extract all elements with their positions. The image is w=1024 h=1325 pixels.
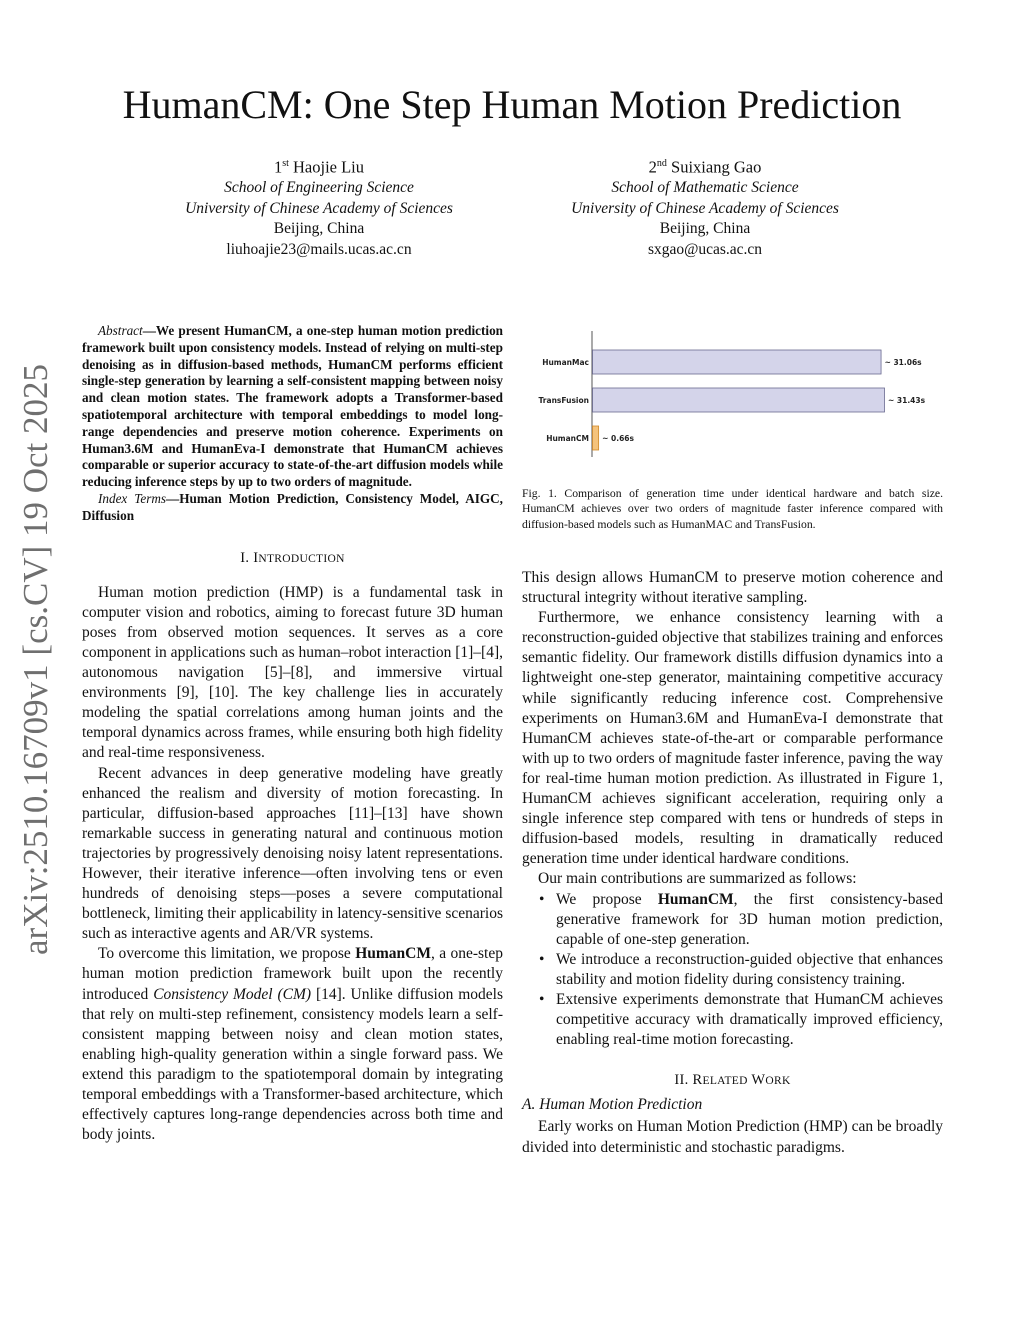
list-item: • Extensive experiments demonstrate that HumanCM achieves competitive accuracy with dramatically improved efficiency, enabling real-time motion forecasting. xyxy=(556,990,943,1050)
value-label: ~ 0.66s xyxy=(602,434,635,443)
author-department: School of Mathematic Science xyxy=(611,179,799,196)
author-name: 1st Haojie Liu xyxy=(273,157,365,177)
contributions-list xyxy=(522,890,943,1051)
author-email: sxgao@ucas.ac.cn xyxy=(647,240,763,258)
abstract xyxy=(82,323,503,525)
intro-paragraph-6: Our main contributions are summarized as follows: xyxy=(538,870,857,888)
index-terms-label: Index Terms xyxy=(98,490,167,506)
paper-title: HumanCM: One Step Human Motion Prediction xyxy=(122,82,902,127)
related-paragraph-1: Early works on Human Motion Prediction (HMP) can be broadly divided into deterministic and stochastic paradigms. xyxy=(522,1118,943,1156)
arxiv-identifier: arXiv:2510.16709v1 [cs.CV] 19 Oct 2025 xyxy=(16,363,55,955)
value-label: ~ 31.06s xyxy=(884,358,922,367)
author-department: School of Engineering Science xyxy=(224,179,414,196)
value-label: ~ 31.43s xyxy=(888,396,926,405)
generation-time-chart xyxy=(522,325,943,475)
list-item: • We propose HumanCM, the first consistency-based generative framework for 3D human motion prediction, capable of one-step generation. xyxy=(556,890,943,950)
category-label: HumanCM xyxy=(546,434,589,443)
author-name: 2nd Suixiang Gao xyxy=(648,157,762,177)
intro-paragraph-1: Human motion prediction (HMP) is a fundamental task in computer vision and robotics, aiming to forecast future 3D human poses from observed motion sequences. It serves as a core component in applications such as human–robot interaction [1]–[4], autonomous navigation [5]–[8], and immersive virtual environments [9], [10]. The key challenge lies in accurately modeling the spatial correlations among human joints and the temporal dynamics across frames, while ensuring both high fidelity and real-time responsiveness. xyxy=(82,583,503,762)
list-item: • We introduce a reconstruction-guided objective that enhances stability and motion fidelity during consistency training. xyxy=(556,950,943,990)
category-label: HumanMac xyxy=(542,358,589,367)
author-university: University of Chinese Academy of Sciences xyxy=(185,199,453,217)
section-heading-introduction: I. INTRODUCTION xyxy=(240,549,345,566)
section-heading-related-work: II. RELATED WORK xyxy=(674,1072,791,1089)
author-block-1 xyxy=(139,154,499,260)
index-terms-text: —Human Motion Prediction, Consistency Model, AIGC, Diffusion xyxy=(82,490,503,523)
bar-humancm xyxy=(593,426,599,450)
intro-paragraph-4: This design allows HumanCM to preserve motion coherence and structural integrity without iterative sampling. xyxy=(522,569,943,607)
abstract-text: —We present HumanCM, a one-step human motion prediction framework built upon consistency models. Instead of relying on multi-step denoising as in diffusion-based methods, HumanCM performs efficient single-step generation by learning a self-consistent mapping between noisy and clean motion states. The framework adopts a Transformer-based spatiotemporal architecture with temporal embeddings to model long-range dependencies and preserve motion coherence. Experiments on Human3.6M and HumanEva-I demonstrate that HumanCM achieves comparable or superior accuracy to state-of-the-art diffusion models while reducing inference steps by up to two orders of magnitude. xyxy=(82,323,503,490)
author-university: University of Chinese Academy of Sciences xyxy=(571,199,839,217)
figure-1 xyxy=(522,325,943,535)
figure-caption: Fig. 1. Comparison of generation time under identical hardware and batch size. HumanCM achieves over two orders of magnitude faster inference compared with diffusion-based models such as HumanMAC and TransFusion. xyxy=(522,487,943,531)
bar-humanmac xyxy=(593,350,882,374)
author-block-2 xyxy=(525,154,885,260)
author-email: liuhoajie23@mails.ucas.ac.cn xyxy=(226,240,412,258)
abstract-label: Abstract xyxy=(98,323,143,338)
left-column xyxy=(82,323,503,1145)
right-column xyxy=(522,568,943,1158)
intro-paragraph-2: Recent advances in deep generative modeling have greatly enhanced the realism and diversity of motion forecasting. In particular, diffusion-based approaches [11]–[13] have shown remarkable success in generating natural and continuous motion trajectories by progressively denoising noisy latent representations. However, their iterative inference—often involving tens or even hundreds of denoising steps—poses a severe computational bottleneck, limiting their applicability in latency-sensitive scenarios such as interactive agents and AR/VR systems. xyxy=(82,764,503,943)
intro-paragraph-5: Furthermore, we enhance consistency learning with a reconstruction-guided objective that stabilizes training and enforces semantic fidelity. Our framework distills diffusion dynamics into a lightweight one-step generator, maintaining competitive accuracy while significantly reducing inference cost. Comprehensive experiments on Human3.6M and HumanEva-I demonstrate that HumanCM achieves state-of-the-art or comparable performance with up to two orders of magnitude faster inference, paving the way for real-time human motion prediction. As illustrated in Figure 1, HumanCM achieves significant acceleration, requiring only a single inference step compared with tens or hundreds of steps in diffusion-based models, resulting in dramatically reduced generation time under identical hardware conditions. xyxy=(522,609,943,868)
intro-paragraph-3: To overcome this limitation, we propose HumanCM, a one-step human motion prediction framework built upon the recently introduced Consistency Model (CM) [14]. Unlike diffusion models that rely on multi-step refinement, consistency models learn a self-consistent mapping between noisy and clean motion states, enabling high-quality generation within a single forward pass. We extend this paradigm to the spatiotemporal domain by integrating temporal embeddings with a Transformer-based architecture, which effectively captures long-range dependencies across both time and body joints. xyxy=(82,945,503,1144)
subsection-heading: A. Human Motion Prediction xyxy=(522,1096,703,1114)
bar-transfusion xyxy=(593,388,885,412)
category-label: TransFusion xyxy=(538,396,589,405)
author-city: Beijing, China xyxy=(659,220,751,237)
author-city: Beijing, China xyxy=(273,220,365,237)
